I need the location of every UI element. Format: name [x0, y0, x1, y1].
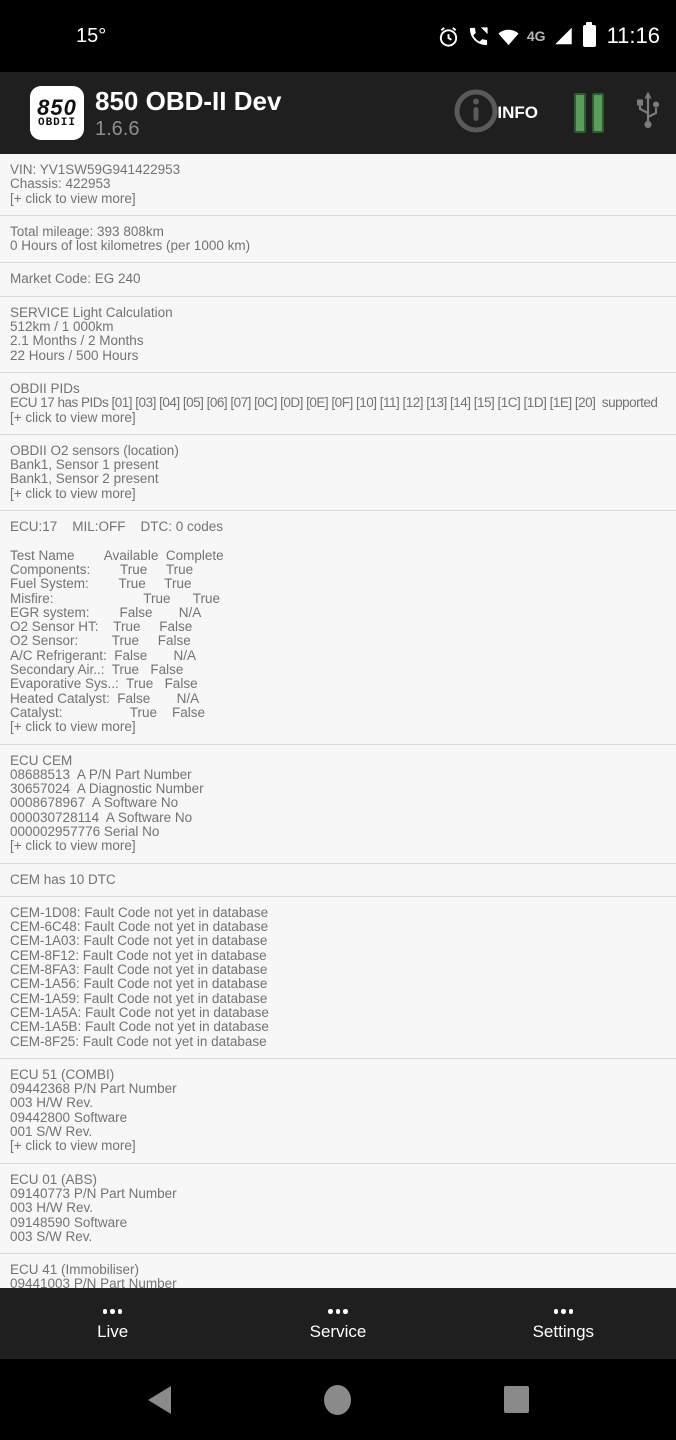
text-line: Catalyst: True False: [10, 705, 206, 720]
mileage-section: [0, 216, 676, 263]
pause-icon: [574, 93, 586, 133]
text-line: CEM-1D08: Fault Code not yet in database: [10, 905, 269, 920]
ecu-01-abs-section: [0, 1164, 676, 1253]
signal-icon: [552, 25, 574, 47]
info-button[interactable]: [453, 88, 538, 139]
expand-more-line[interactable]: [+ click to view more]: [10, 191, 136, 206]
ecu-41-immobiliser-section: [0, 1254, 676, 1288]
expand-more-line[interactable]: [+ click to view more]: [10, 1139, 136, 1154]
system-nav-bar: [0, 1359, 676, 1440]
text-line: Bank1, Sensor 1 present: [10, 458, 159, 473]
text-line: 08688513 A P/N Part Number: [10, 767, 192, 782]
vin-section[interactable]: [0, 154, 676, 215]
text-line: 000002957776 Serial No: [10, 824, 160, 839]
tab-settings[interactable]: [451, 1288, 676, 1359]
pause-icon: [592, 93, 604, 133]
alarm-icon: [437, 25, 460, 48]
ecu-cem-section[interactable]: [0, 745, 676, 863]
o2-sensors-section[interactable]: [0, 435, 676, 510]
readiness-section[interactable]: [0, 511, 676, 743]
text-line: ECU:17 MIL:OFF DTC: 0 codes: [10, 520, 224, 535]
ellipsis-icon: [328, 1309, 348, 1314]
temperature-readout: 15°: [76, 24, 107, 47]
missed-call-icon: [467, 25, 490, 48]
text-line: CEM-1A03: Fault Code not yet in database: [10, 934, 268, 949]
header-actions: [453, 88, 662, 139]
ellipsis-icon: [103, 1309, 123, 1314]
obdii-pids-section[interactable]: [0, 373, 676, 434]
tab-settings-label: Settings: [532, 1321, 595, 1341]
text-line: CEM-1A59: Fault Code not yet in database: [10, 991, 268, 1006]
cem-dtc-list-section: [0, 897, 676, 1058]
text-line: ECU 17 has PIDs [01] [03] [04] [05] [06] [07] [0C] [0D] [0E] [0F] [10] [11] [12] [13] [14] [15] [1C] [1D] [1E] [20] supported: [10, 396, 658, 411]
text-line: 30657024 A Diagnostic Number: [10, 782, 204, 797]
text-line: 09148590 Software: [10, 1215, 128, 1230]
text-line: EGR system: False N/A: [10, 605, 202, 620]
text-line: Market Code: EG 240: [10, 272, 141, 287]
text-line: 2.1 Months / 2 Months: [10, 334, 144, 349]
info-icon: [453, 88, 499, 139]
text-line: ECU CEM: [10, 753, 73, 768]
bottom-nav: [0, 1288, 676, 1359]
text-line: 09442368 P/N Part Number: [10, 1082, 177, 1097]
text-line: ECU 41 (Immobiliser): [10, 1263, 140, 1278]
text-line: 09140773 P/N Part Number: [10, 1186, 177, 1201]
tab-service[interactable]: [225, 1288, 450, 1359]
text-line: [0, 534, 676, 548]
status-icons: [437, 23, 660, 49]
text-line: 003 H/W Rev.: [10, 1201, 94, 1216]
expand-more-line[interactable]: [+ click to view more]: [10, 839, 136, 854]
text-line: CEM-1A5B: Fault Code not yet in database: [10, 1020, 269, 1035]
text-line: 0 Hours of lost kilometres (per 1000 km): [10, 239, 251, 254]
text-line: Test Name Available Complete: [10, 548, 224, 563]
ecu-51-combi-section[interactable]: [0, 1059, 676, 1163]
logo-obdii-text: OBDII: [37, 116, 76, 129]
app-version: 1.6.6: [95, 117, 140, 140]
text-line: 003 S/W Rev.: [10, 1229, 93, 1244]
expand-more-line[interactable]: [+ click to view more]: [10, 720, 136, 735]
text-line: CEM-6C48: Fault Code not yet in database: [10, 920, 269, 935]
text-line: O2 Sensor HT: True False: [10, 620, 193, 635]
text-line: 001 S/W Rev.: [10, 1125, 93, 1140]
text-line: O2 Sensor: True False: [10, 634, 191, 649]
expand-more-line[interactable]: [+ click to view more]: [10, 486, 136, 501]
wifi-icon: [497, 26, 520, 46]
text-line: 003 H/W Rev.: [10, 1096, 94, 1111]
app-header: [0, 72, 676, 154]
text-line: Evaporative Sys..: True False: [10, 677, 198, 692]
app-logo: [30, 86, 84, 140]
back-icon[interactable]: [148, 1386, 171, 1414]
text-line: Components: True True: [10, 562, 194, 577]
text-line: OBDII PIDs: [10, 381, 80, 396]
text-line: 512km / 1 000km: [10, 320, 114, 335]
diagnostic-scroll-area[interactable]: [0, 154, 676, 1288]
text-line: Chassis: 422953: [10, 177, 111, 192]
text-line: ECU 01 (ABS): [10, 1172, 98, 1187]
text-line: SERVICE Light Calculation: [10, 305, 173, 320]
text-line: Secondary Air..: True False: [10, 663, 184, 678]
text-line: 09441003 P/N Part Number: [10, 1277, 177, 1288]
app-title: 850 OBD-II Dev: [95, 85, 282, 116]
tab-service-label: Service: [309, 1321, 367, 1341]
expand-more-line[interactable]: [+ click to view more]: [10, 410, 136, 425]
text-line: ECU 51 (COMBI): [10, 1067, 115, 1082]
clock-readout: 11:16: [606, 23, 660, 48]
ellipsis-icon: [554, 1309, 574, 1314]
recents-icon[interactable]: [504, 1386, 529, 1413]
market-code-section: [0, 263, 676, 295]
text-line: CEM-1A56: Fault Code not yet in database: [10, 977, 268, 992]
cem-dtc-count-section: [0, 864, 676, 896]
info-button-label: INFO: [497, 103, 538, 122]
text-line: Total mileage: 393 808km: [10, 224, 164, 239]
status-bar: [0, 0, 676, 72]
text-line: Fuel System: True True: [10, 577, 192, 592]
text-line: CEM-8F12: Fault Code not yet in database: [10, 948, 267, 963]
text-line: CEM-1A5A: Fault Code not yet in database: [10, 1005, 269, 1020]
text-line: 22 Hours / 500 Hours: [10, 348, 139, 363]
text-line: Misfire: True True: [10, 591, 221, 606]
usb-status-icon: [634, 90, 662, 137]
service-light-section: [0, 297, 676, 372]
network-type-label: 4G: [526, 28, 546, 44]
text-line: Bank1, Sensor 2 present: [10, 472, 159, 487]
text-line: Heated Catalyst: False N/A: [10, 691, 200, 706]
pause-button[interactable]: [574, 93, 604, 133]
tab-live[interactable]: [0, 1288, 225, 1359]
text-line: CEM-8FA3: Fault Code not yet in database: [10, 963, 268, 978]
home-icon[interactable]: [324, 1385, 351, 1415]
text-line: CEM has 10 DTC: [10, 872, 116, 887]
text-line: VIN: YV1SW59G941422953: [10, 163, 181, 177]
text-line: A/C Refrigerant: False N/A: [10, 648, 197, 663]
text-line: 000030728114 A Software No: [10, 810, 193, 825]
text-line: 0008678967 A Software No: [10, 796, 179, 811]
logo-850-text: 850: [37, 94, 77, 120]
battery-icon: [583, 25, 596, 47]
text-line: CEM-8F25: Fault Code not yet in database: [10, 1034, 267, 1049]
text-line: OBDII O2 sensors (location): [10, 443, 179, 458]
title-block: [95, 87, 281, 140]
tab-live-label: Live: [97, 1321, 129, 1341]
text-line: 09442800 Software: [10, 1110, 128, 1125]
